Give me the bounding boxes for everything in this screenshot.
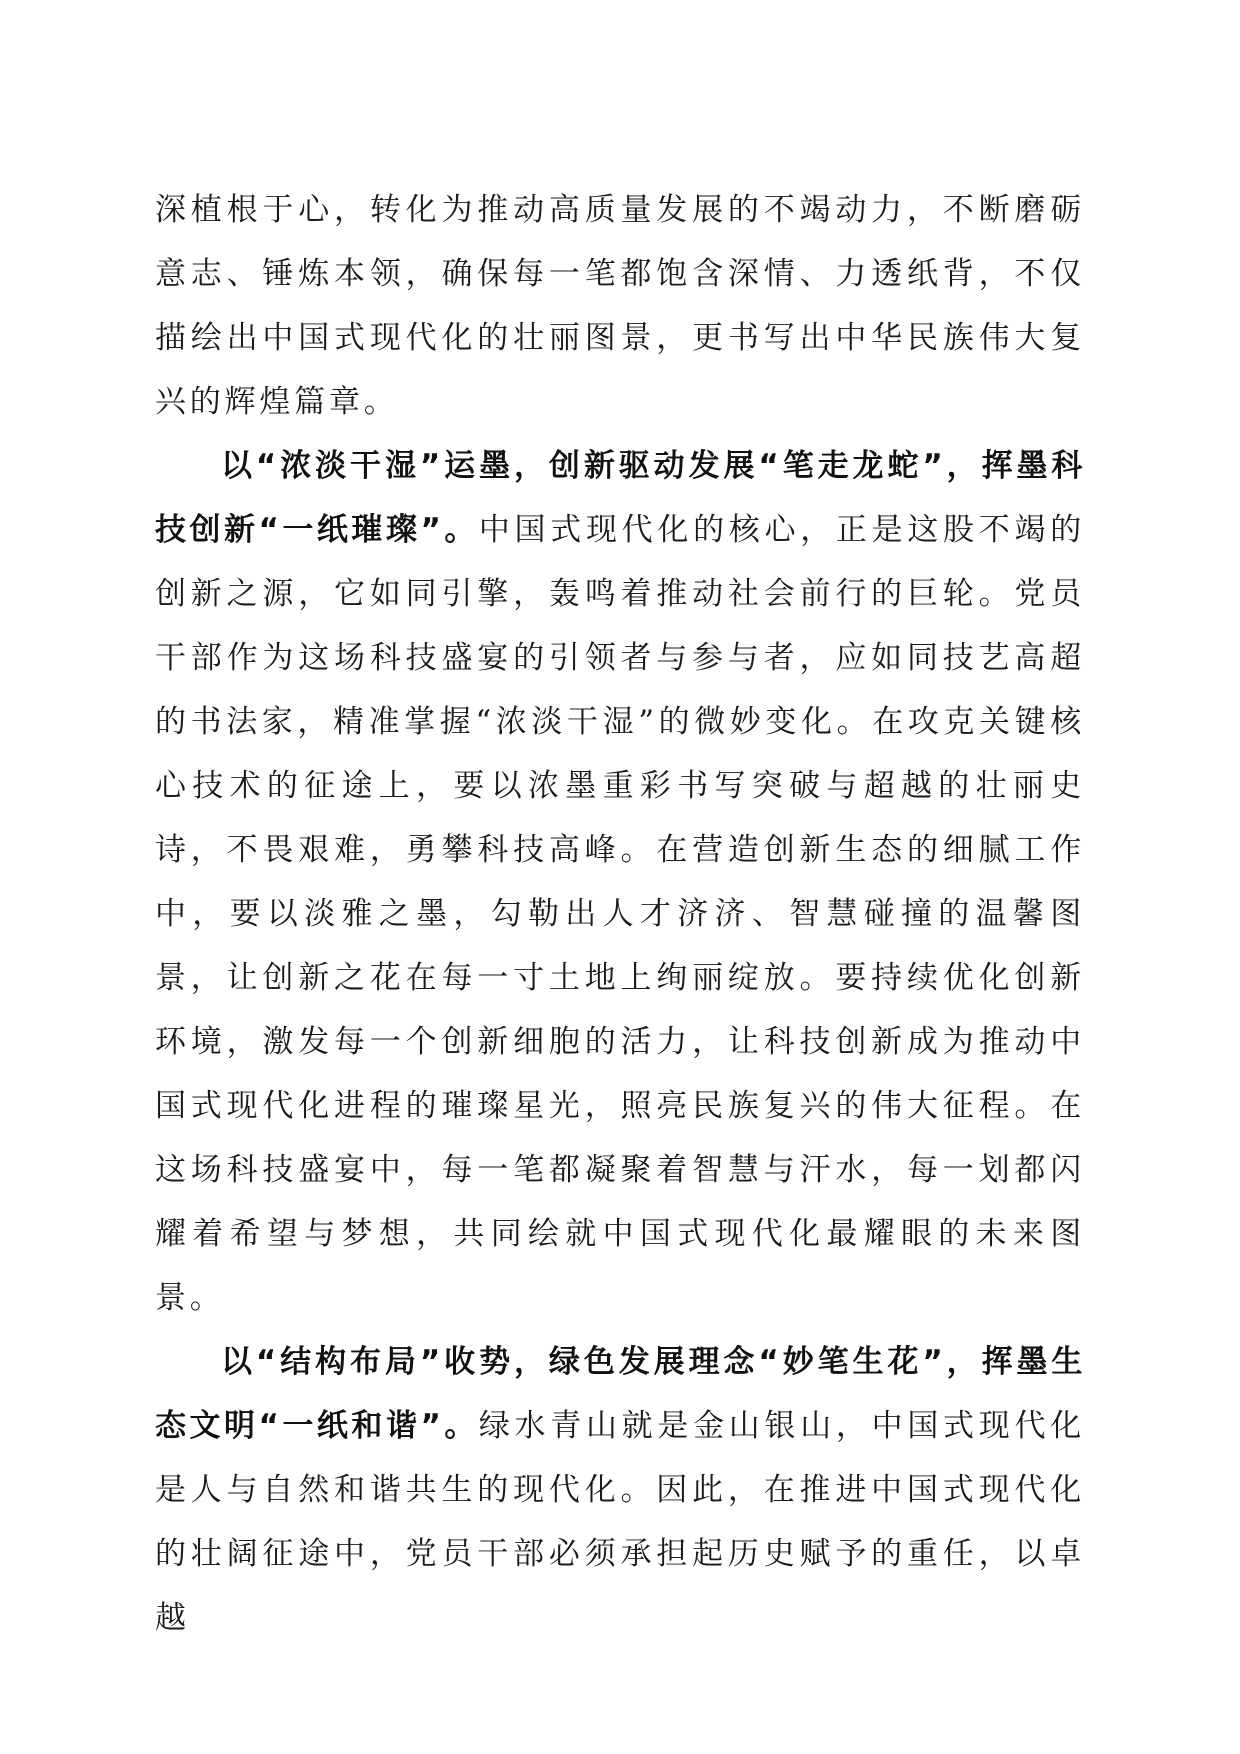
paragraph-innovation bbox=[155, 434, 1085, 1330]
document-body bbox=[155, 178, 1085, 1650]
paragraph-ecology bbox=[155, 1330, 1085, 1650]
paragraph-1-text: 深植根于心，转化为推动高质量发展的不竭动力，不断磨砺意志、锤炼本领，确保每一笔都饱含深情、力透纸背，不仅描绘出中国式现代化的壮丽图景，更书写出中华民族伟大复兴的辉煌篇章。 bbox=[155, 192, 1085, 420]
paragraph-2-text: 中国式现代化的核心，正是这股不竭的创新之源，它如同引擎，轰鸣着推动社会前行的巨轮。党员干部作为这场科技盛宴的引领者与参与者，应如同技艺高超的书法家，精准掌握“浓淡干湿”的微妙变化。在攻克关键核心技术的征途上，要以浓墨重彩书写突破与超越的壮丽史诗，不畏艰难，勇攀科技高峰。在营造创新生态的细腻工作中，要以淡雅之墨，勾勒出人才济济、智慧碰撞的温馨图景，让创新之花在每一寸土地上绚丽绽放。要持续优化创新环境，激发每一个创新细胞的活力，让科技创新成为推动中国式现代化进程的璀璨星光，照亮民族复兴的伟大征程。在这场科技盛宴中，每一笔都凝聚着智慧与汗水，每一划都闪耀着希望与梦想，共同绘就中国式现代化最耀眼的未来图景。 bbox=[155, 512, 1085, 1316]
paragraph-continuation bbox=[155, 178, 1085, 434]
paragraph-2-heading: 以“浓淡干湿”运墨，创新驱动发展“笔走龙蛇”，挥墨科技创新“一纸璀璨”。 bbox=[155, 448, 1085, 548]
paragraph-3-heading: 以“结构布局”收势，绿色发展理念“妙笔生花”，挥墨生态文明“一纸和谐”。 bbox=[155, 1344, 1085, 1444]
paragraph-3-text: 绿水青山就是金山银山，中国式现代化是人与自然和谐共生的现代化。因此，在推进中国式现代化的壮阔征途中，党员干部必须承担起历史赋予的重任，以卓越 bbox=[155, 1408, 1085, 1636]
